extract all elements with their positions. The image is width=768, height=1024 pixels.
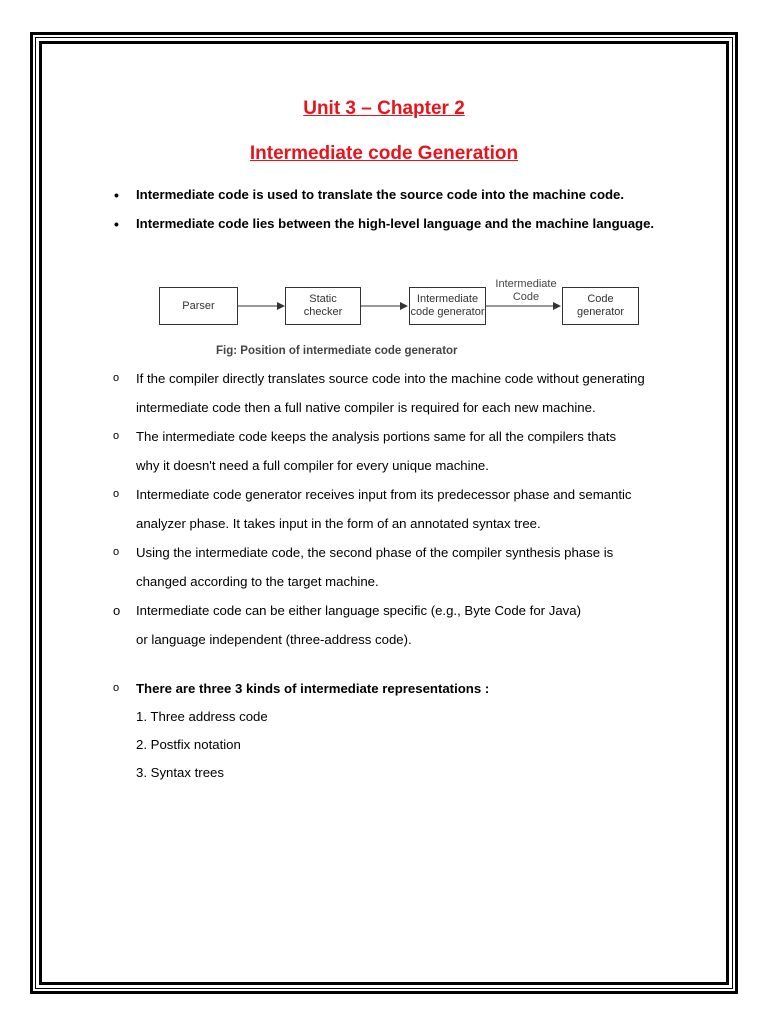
compiler-pipeline-diagram: [150, 272, 650, 334]
chapter-title: Unit 3 – Chapter 2: [303, 98, 465, 119]
list-item: o Using the intermediate code, the second phase of the compiler synthesis phase is changed according to the target machine.: [112, 538, 682, 596]
list-item: o Intermediate code can be either language specific (e.g., Byte Code for Java) or language independent (three-address code).: [112, 596, 682, 654]
numbered-item: 2. Postfix notation: [136, 737, 241, 752]
list-item: o If the compiler directly translates source code into the machine code without generating intermediate code then a full native compiler is required for each new machine.: [112, 364, 682, 422]
numbered-item: 3. Syntax trees: [136, 765, 224, 780]
bullet-dot-icon: •: [114, 216, 119, 232]
diagram-node-code-generator: Code generator: [562, 287, 639, 325]
numbered-item: 1. Three address code: [136, 709, 268, 724]
diagram-node-static-checker: Static checker: [285, 287, 361, 325]
numbered-list: [112, 703, 682, 787]
intro-bullet: • Intermediate code is used to translate the source code into the machine code.: [114, 187, 625, 203]
points-list: [112, 364, 682, 787]
representations-block: [112, 674, 682, 703]
diagram-node-parser: Parser: [159, 287, 238, 325]
bullet-dot-icon: •: [114, 187, 119, 203]
circle-bullet-icon: o: [113, 488, 120, 500]
circle-bullet-icon: o: [113, 430, 120, 442]
diagram-node-intermediate-code-generator: Intermediate code generator: [409, 287, 486, 325]
list-item: o The intermediate code keeps the analysis portions same for all the compilers thats why it doesn't need a full compiler for every unique machine.: [112, 422, 682, 480]
circle-bullet-icon: o: [113, 682, 120, 694]
topic-title: Intermediate code Generation: [249, 143, 519, 164]
list-item: o Intermediate code generator receives input from its predecessor phase and semantic analyzer phase. It takes input in the form of an annotated syntax tree.: [112, 480, 682, 538]
letter-o-bullet-icon: o: [113, 603, 121, 618]
figure-caption: Fig: Position of intermediate code generator: [216, 345, 458, 357]
diagram-edge-label: Intermediate Code: [495, 278, 557, 303]
intro-bullet-list: [112, 186, 654, 244]
representations-heading: There are three 3 kinds of intermediate representations :: [136, 681, 490, 696]
intro-bullet: • Intermediate code lies between the high-level language and the machine language.: [114, 216, 655, 232]
circle-bullet-icon: o: [113, 372, 120, 384]
circle-bullet-icon: o: [113, 546, 120, 558]
